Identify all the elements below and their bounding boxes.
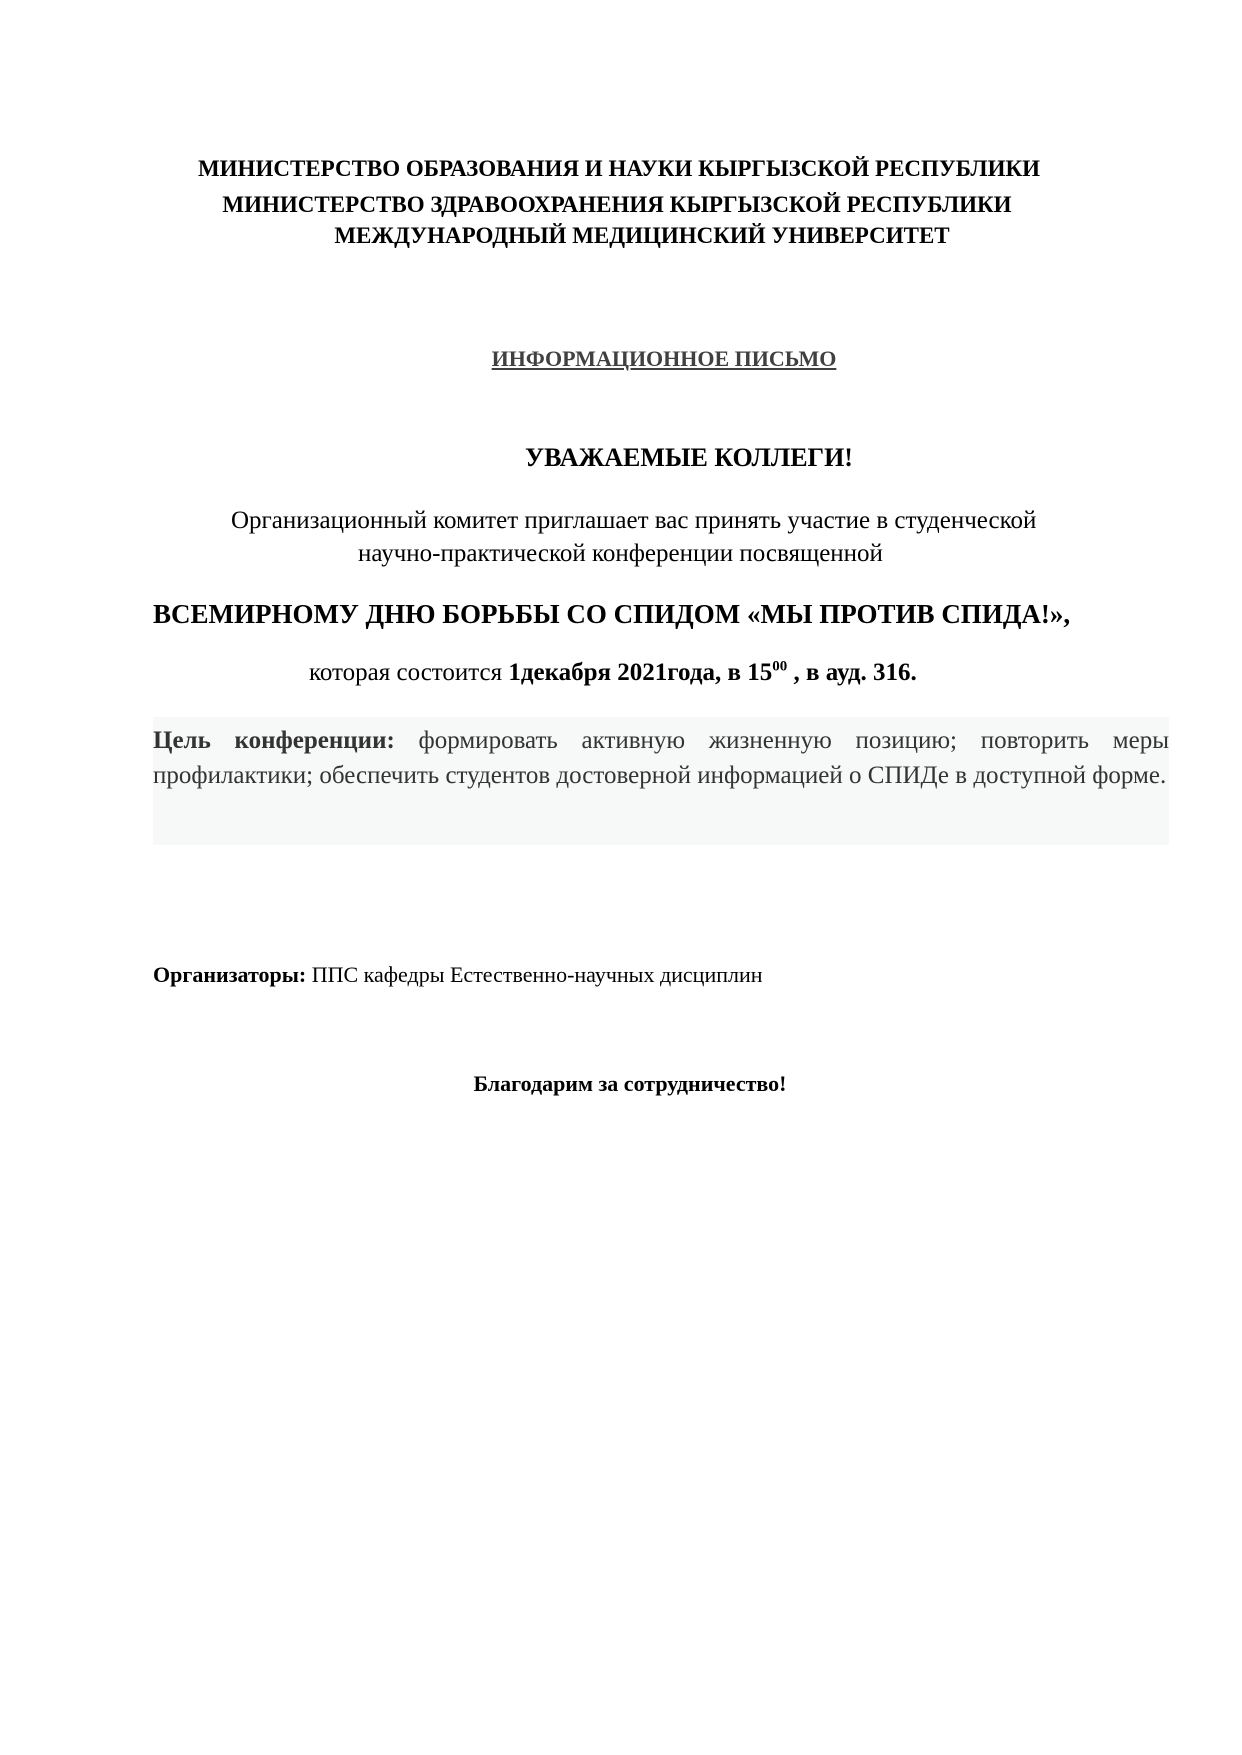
organizers-line [153, 960, 763, 990]
room-bold: , в ауд. 316. [787, 659, 917, 686]
time-superscript: 00 [772, 658, 788, 675]
header-university: МЕЖДУНАРОДНЫЙ МЕДИЦИНСКИЙ УНИВЕРСИТЕТ [334, 223, 950, 248]
header-ministry-health: МИНИСТЕРСТВО ЗДРАВООХРАНЕНИЯ КЫРГЫЗСКОЙ РЕСПУБЛИКИ [222, 192, 1012, 217]
organizers-label: Организаторы: [153, 962, 307, 987]
organizers-text: ППС кафедры Естественно-научных дисциплин [306, 962, 763, 987]
conference-title: ВСЕМИРНОМУ ДНЮ БОРЬБЫ СО СПИДОМ «МЫ ПРОТИВ СПИДА!», [153, 599, 1071, 629]
goal-label: Цель конференции: [153, 727, 395, 754]
invitation-line-2: научно-практической конференции посвященной [358, 540, 883, 567]
letter-title: ИНФОРМАЦИОННОЕ ПИСЬМО [491, 346, 837, 371]
goal-section [153, 717, 1169, 845]
date-bold: 1декабря 2021года, в 15 [508, 659, 773, 686]
greeting: УВАЖАЕМЫЕ КОЛЛЕГИ! [525, 443, 853, 472]
header-ministry-education: МИНИСТЕРСТВО ОБРАЗОВАНИЯ И НАУКИ КЫРГЫЗСКОЙ РЕСПУБЛИКИ [197, 156, 1041, 181]
goal-text: формировать активную жизненную позицию; повторить меры профилактики; обеспечить студентов достоверной информацией о СПИДе в доступной форме. [153, 727, 1169, 789]
goal-paragraph [153, 723, 1169, 793]
date-line [309, 655, 917, 691]
date-prefix: которая состоится [309, 659, 509, 686]
invitation-line-1: Организационный комитет приглашает вас принять участие в студенческой [231, 507, 1037, 534]
closing-thanks: Благодарим за сотрудничество! [473, 1071, 787, 1096]
